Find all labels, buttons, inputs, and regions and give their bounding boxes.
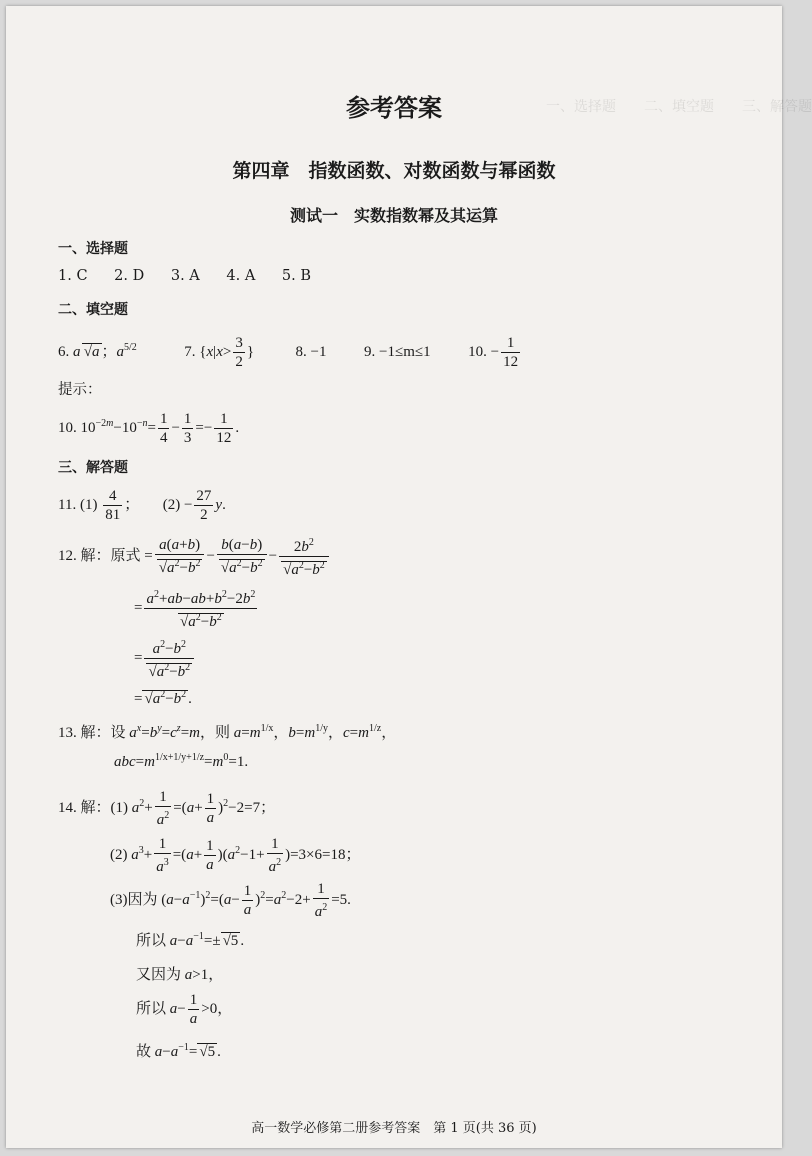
page-footer: 高一数学必修第二册参考答案 第 1 页(共 36 页) [251,1121,537,1136]
q14-line1-math: $a^2+$ $\frac{1}{a^2}$ =(a+ $\frac{1}{a}$ )$^2$−2=7； [131,789,276,829]
q14-so1-label: 所以 [136,933,167,949]
hint-q10-label: 10. [58,420,77,436]
q14-line5 [136,963,223,984]
q11-part2-math: − $\frac{27}{2}$ y. [183,488,226,524]
q11 [58,484,226,526]
choice-answers [58,268,311,284]
q10-label: 10. [468,344,487,360]
bleed-through-text: 一、选择题 二、填空题 三、解答题 [546,99,812,115]
q12-label: 12. 解：原式 [58,548,141,564]
q14-line4 [136,929,244,950]
q14-label: 14. 解：(1) [58,800,128,816]
chapter-title: 第四章 指数函数、对数函数与幂函数 [232,160,556,182]
answer-page [6,6,812,1148]
q7-math: {x|x> $\frac{3}{2}$ } [199,335,255,371]
q14-so2-label: 所以 [136,1001,167,1017]
q14-line3 [110,874,351,921]
q13-label: 13. 解：设 [58,725,126,741]
q14-p3-label: (3)因为 [110,892,158,908]
q14-line1 [58,782,276,829]
q14-also-label: 又因为 [136,967,182,983]
hint-label: 提示： [58,382,102,398]
q14-line6 [136,987,232,1031]
q9-answer: 9. −1≤m≤1 [364,344,431,360]
q14-line6-math: a− $\frac{1}{a}$ >0， [169,992,233,1028]
answer-1: 1. C [58,268,88,284]
q12-line4: = $√a^2-b^2$ . [134,689,192,707]
q12-line3: = $\frac{a^2-b^2}{√a^2-b^2}$ [134,636,196,680]
page-title: 参考答案 [346,94,442,122]
section-solve-heading: 三、解答题 [58,460,128,476]
section-fill-heading: 二、填空题 [58,302,128,318]
q13-line1-math: $a^x=b^y=c^z=m$ [129,723,200,741]
hint-q10 [58,404,240,447]
q11-label: 11. (1) [58,497,98,513]
q8-answer: 8. −1 [295,344,327,360]
q6-math: a √a ；$a^{5/2}$ [73,342,137,360]
q12-line1-math: = $\frac{a(a+b)}{√a^2-b^2}$ − $\frac{b(a-b)}{√a^2-b^2}$ − $\frac{2b^2}{√a^2-b^2}$ [144,548,331,564]
answer-4: 4. A [226,268,256,284]
q11-part2-label: (2) [162,497,181,513]
q13-line1-math2: $a=m^{1/x}$，$b=m^{1/y}$，$c=m^{1/z}$， [233,723,397,741]
q10-math: − $\frac{1}{12}$ [490,335,519,371]
answer-5: 5. B [281,268,312,284]
q13-then: ，则 [200,725,231,741]
answer-2: 2. D [114,268,145,284]
answer-3: 3. A [170,268,200,284]
q7-label: 7. [184,344,196,360]
q13-line2: $abc=m^{1/x+1/y+1/z}=m^0=1$. [114,752,249,770]
section-choice-heading: 一、选择题 [58,241,128,257]
q14-p2-label: (2) [110,847,128,863]
q6-label: 6. [58,344,70,360]
q14-line2 [110,829,361,876]
fill-answers [58,328,522,371]
q14-line2-math: $a^3+$ $\frac{1}{a^3}$ =(a+ $\frac{1}{a}$ )($a^2-1+$ $\frac{1}{a^2}$ )=3×6=18； [131,836,361,876]
q12-line1 [58,534,331,578]
hint-q10-math: $10^{-2m}-10^{-n}=$ $\frac{1}{4}$ − $\frac{1}{3}$ =− $\frac{1}{12}$ . [80,411,240,447]
test-title: 测试一 实数指数幂及其运算 [289,206,498,225]
q11-part1-math: $\frac{4}{81}$ ； [105,488,140,524]
q14-line5-math: a>1， [184,967,224,983]
q14-line4-math: $a-a^{-1}=\pm √5$ . [169,931,245,949]
q14-line3-math: $(a-a^{-1})^2=(a-$ $\frac{1}{a}$ )$^2=a^2-2+$ $\frac{1}{a^2}$ =5. [161,881,351,921]
q14-line7-math: $a-a^{-1}= √5$ . [154,1042,221,1060]
q12-line2: = $\frac{a^2+ab-ab+b^2-2b^2}{√a^2-b^2}$ [134,586,259,630]
q14-line7 [136,1040,221,1061]
q14-therefore-label: 故 [136,1044,152,1060]
q13-line1 [58,721,396,742]
